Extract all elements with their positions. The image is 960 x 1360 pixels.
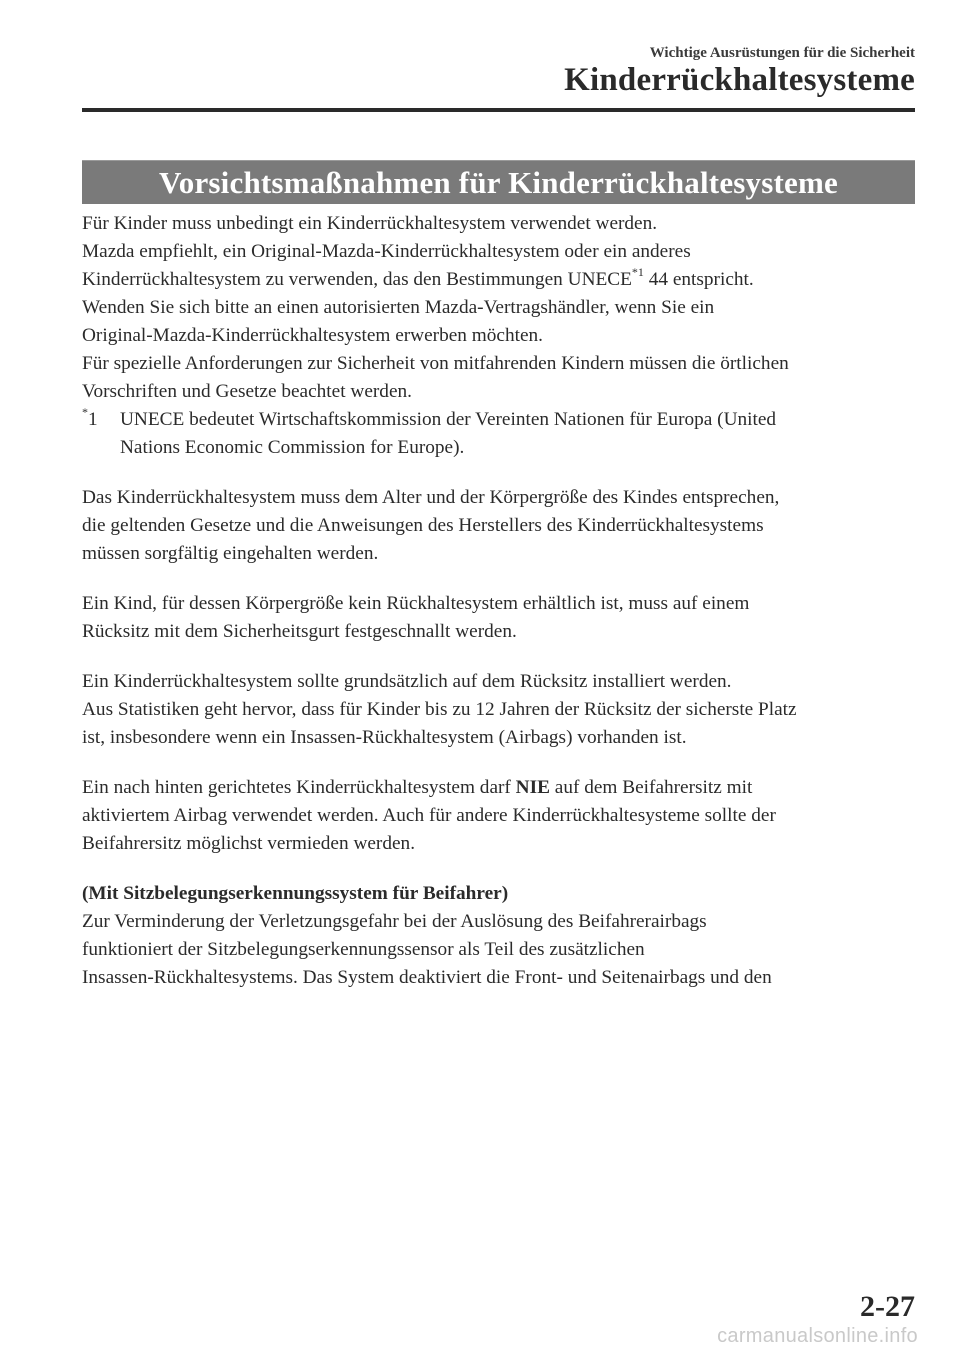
paragraph-gap [82,858,922,880]
paragraph-gap [82,462,922,484]
page-number: 2-27 [860,1290,915,1323]
paragraph-line: müssen sorgfältig eingehalten werden. [82,543,379,564]
paragraph-line: Ein Kind, für dessen Körpergröße kein Rückhaltesystem erhältlich ist, muss auf einem [82,593,750,614]
subheading: (Mit Sitzbelegungserkennungssystem für Beifahrer) [82,883,509,904]
intro-line: Für spezielle Anforderungen zur Sicherheit von mitfahrenden Kindern müssen die örtlichen [82,353,789,374]
paragraph-line [82,774,922,802]
intro-line: Wenden Sie sich bitte an einen autorisierten Mazda-Vertragshändler, wenn Sie ein [82,297,715,318]
paragraph-line: Das Kinderrückhaltesystem muss dem Alter und der Körpergröße des Kindes entsprechen, [82,487,780,508]
watermark: carmanualsonline.info [717,1325,918,1347]
footnote-marker: *1 [631,264,644,279]
paragraph-line: Beifahrersitz möglichst vermieden werden. [82,833,416,854]
footnote-line: UNECE bedeutet Wirtschaftskommission der Vereinten Nationen für Europa (United [120,409,777,430]
paragraph-gap [82,568,922,590]
intro-text: Kinderrückhaltesystem zu verwenden, das den Bestimmungen UNECE [82,269,632,290]
emphasis-never: NIE [515,777,550,798]
paragraph-line: Zur Verminderung der Verletzungsgefahr bei der Auslösung des Beifahrerairbags [82,911,707,932]
paragraph-line: Aus Statistiken geht hervor, dass für Kinder bis zu 12 Jahren der Rücksitz der sicherste Platz [82,699,797,720]
paragraph-text: Ein nach hinten gerichtetes Kinderrückhaltesystem darf [82,777,516,798]
section-title: Vorsichtsmaßnahmen für Kinderrückhaltesysteme [159,164,838,200]
paragraph-gap [82,752,922,774]
paragraph-line: die geltenden Gesetze und die Anweisungen des Herstellers des Kinderrückhaltesystems [82,515,764,536]
intro-line: Vorschriften und Gesetze beachtet werden. [82,381,412,402]
header-rule [82,108,915,112]
paragraph-line: aktiviertem Airbag verwendet werden. Auch für andere Kinderrückhaltesysteme sollte der [82,805,776,826]
paragraph-line: funktioniert der Sitzbelegungserkennungssensor als Teil des zusätzlichen [82,939,645,960]
footnote-number: 1 [88,409,98,430]
footnote-star: * [82,404,88,419]
intro-text: 44 entspricht. [643,269,754,290]
footnote-line: Nations Economic Commission for Europe). [120,437,465,458]
paragraph-text: auf dem Beifahrersitz mit [549,777,753,798]
header-title: Kinderrückhaltesysteme [564,62,915,98]
content-body [82,210,922,992]
section-banner [82,160,915,204]
intro-line [82,266,922,294]
intro-line: Original-Mazda-Kinderrückhaltesystem erwerben möchten. [82,325,543,346]
paragraph-line: Ein Kinderrückhaltesystem sollte grundsätzlich auf dem Rücksitz installiert werden. [82,671,732,692]
footnote-label [82,406,98,434]
paragraph-line: Insassen-Rückhaltesystems. Das System deaktiviert die Front- und Seitenairbags und den [82,967,772,988]
intro-line: Mazda empfiehlt, ein Original-Mazda-Kinderrückhaltesystem oder ein anderes [82,241,691,262]
paragraph-line: Rücksitz mit dem Sicherheitsgurt festgeschnallt werden. [82,621,517,642]
paragraph-gap [82,646,922,668]
intro-line: Für Kinder muss unbedingt ein Kinderrückhaltesystem verwendet werden. [82,213,658,234]
footnote [82,406,922,462]
paragraph-line: ist, insbesondere wenn ein Insassen-Rückhaltesystem (Airbags) vorhanden ist. [82,727,687,748]
header-section-label: Wichtige Ausrüstungen für die Sicherheit [649,45,915,61]
